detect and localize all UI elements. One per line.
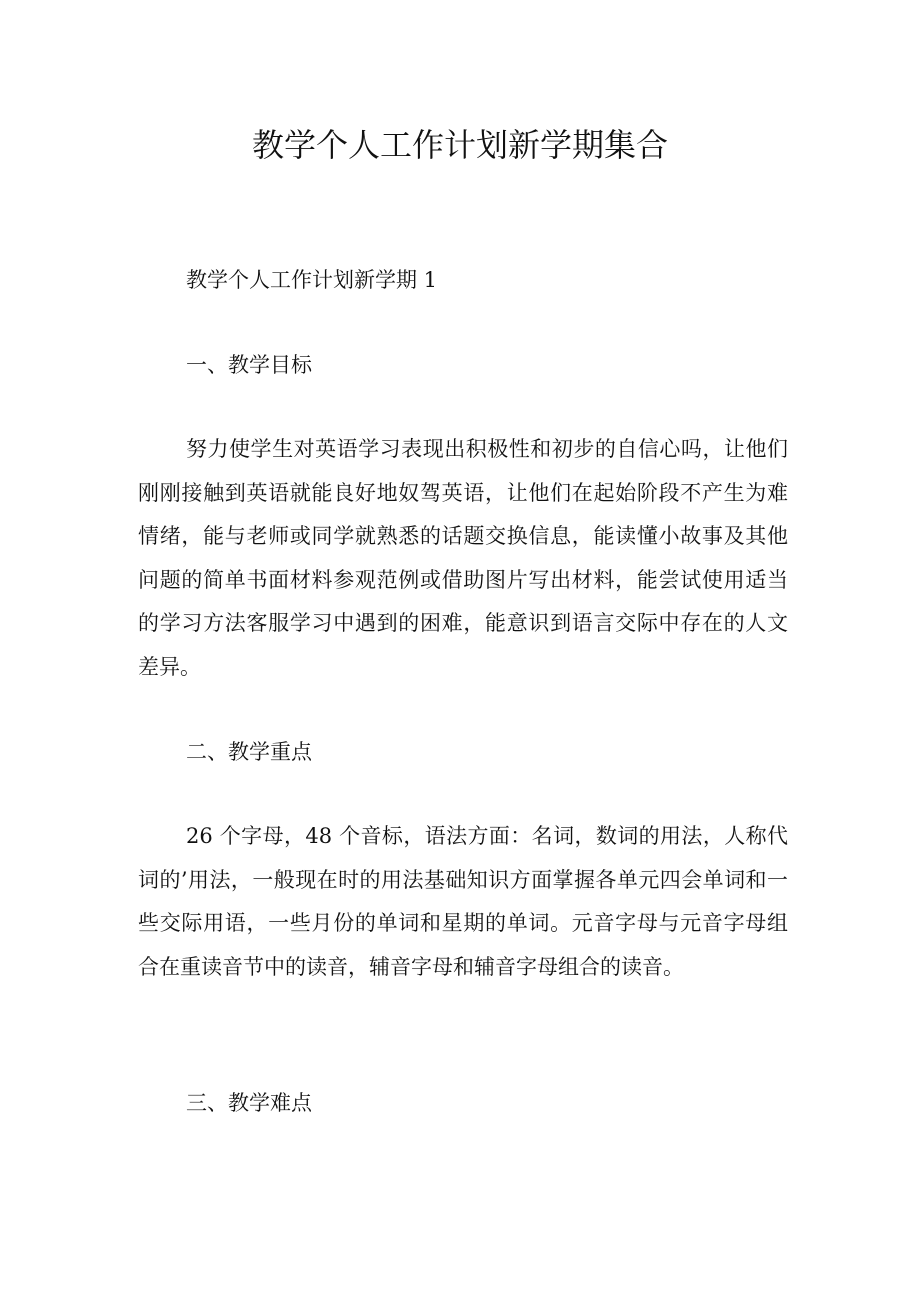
document-title: 教学个人工作计划新学期集合: [251, 126, 668, 164]
section-body-key-points: 26 个字母，48 个音标，语法方面：名词，数词的用法，人称代词的’用法，一般现在时的用法基础知识方面掌握各单元四会单词和一些交际用语，一些月份的单词和星期的单词。元音字母与元音字母组合在重读音节中的读音，辅音字母和辅音字母组合的读音。: [138, 824, 788, 979]
section-heading-key-points: 二、教学重点: [186, 740, 312, 764]
section-heading-difficulties: 三、教学难点: [186, 1091, 312, 1115]
section-body-goals: 努力使学生对英语学习表现出积极性和初步的自信心吗，让他们刚刚接触到英语就能良好地奴驾英语，让他们在起始阶段不产生为难情绪，能与老师或同学就熟悉的话题交换信息，能读懂小故事及其他问题的简单书面材料参观范例或借助图片写出材料，能尝试使用适当的学习方法客服学习中遇到的困难，能意识到语言交际中存在的人文差异。: [138, 437, 788, 679]
section-heading-goals: 一、教学目标: [186, 353, 312, 377]
plan-subtitle: 教学个人工作计划新学期 1: [186, 268, 438, 292]
